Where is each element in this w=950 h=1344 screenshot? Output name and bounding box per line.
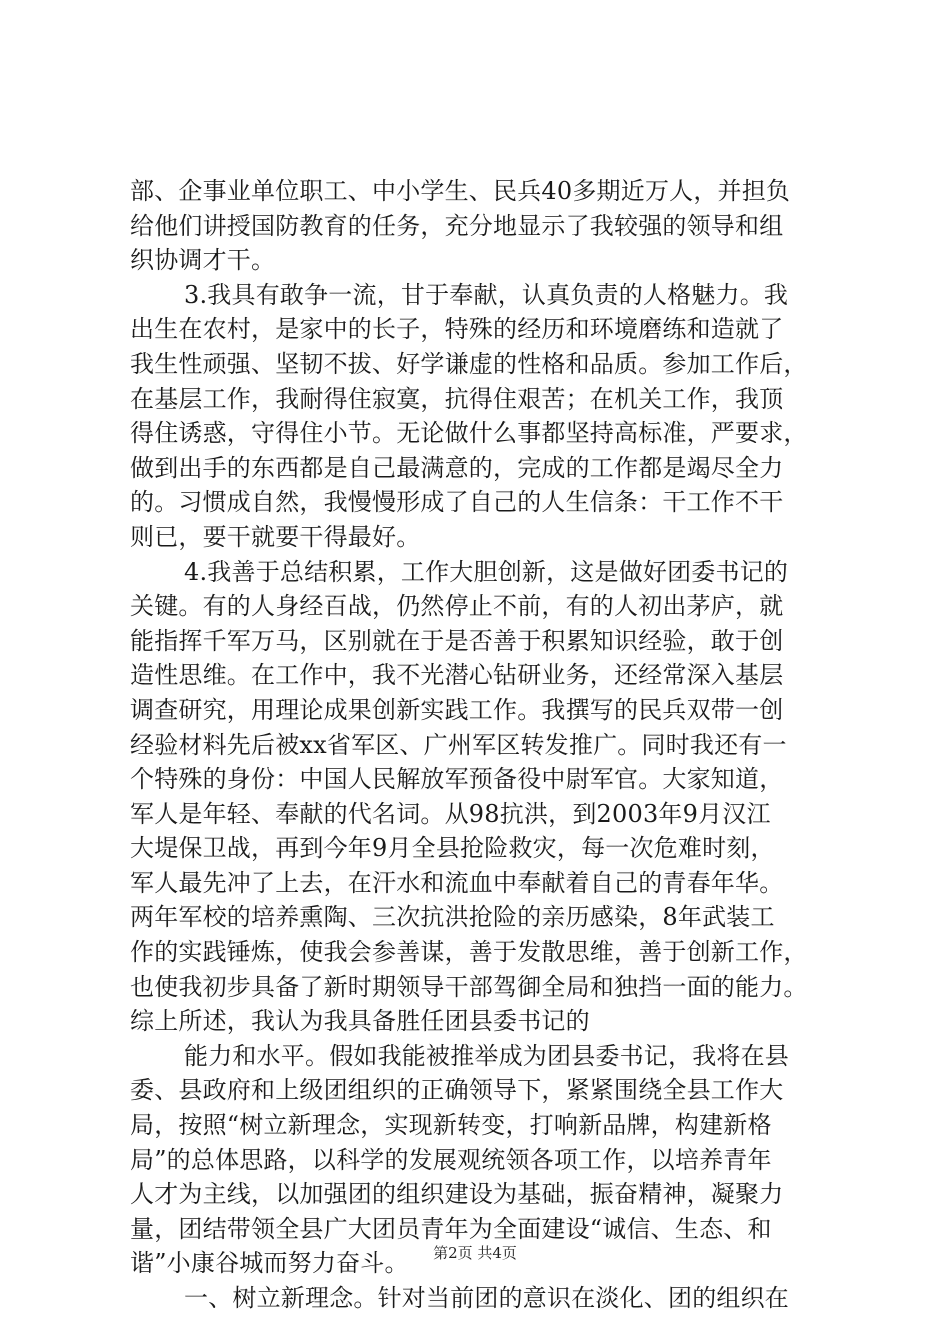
text-line: 织协调才干。	[130, 246, 276, 275]
text-line: 作的实践锤炼，使我会参善谋，善于发散思维，善于创新工作，	[130, 938, 808, 967]
text-line: 能指挥千军万马，区别就在于是否善于积累知识经验，敢于创	[130, 626, 784, 655]
text-line: 军人是年轻、奉献的代名词。从98抗洪，到2003年9月汉江	[130, 799, 771, 828]
text-line: 给他们讲授国防教育的任务，充分地显示了我较强的领导和组	[130, 211, 784, 240]
text-line: 军人最先冲了上去，在汗水和流血中奉献着自己的青春年华。	[130, 868, 784, 897]
text-line: 人才为主线，以加强团的组织建设为基础，振奋精神，凝聚力	[130, 1180, 784, 1209]
text-line: 的。习惯成自然，我慢慢形成了自己的人生信条：干工作不干	[130, 488, 784, 517]
text-line: 局，按照“树立新理念，实现新转变，打响新品牌，构建新格	[130, 1111, 772, 1140]
text-line: 出生在农村，是家中的长子，特殊的经历和环境磨练和造就了	[130, 315, 784, 344]
text-line: 一、树立新理念。针对当前团的意识在淡化、团的组织在	[184, 1284, 789, 1312]
text-line: 经验材料先后被xx省军区、广州军区转发推广。同时我还有一	[130, 730, 787, 759]
text-line: 则已，要干就要干得最好。	[130, 522, 421, 551]
text-line: 大堤保卫战，再到今年9月全县抢险救灾，每一次危难时刻，	[130, 834, 775, 863]
text-line: 做到出手的东西都是自己最满意的，完成的工作都是竭尽全力	[130, 453, 784, 482]
text-line: 在基层工作，我耐得住寂寞，抗得住艰苦；在机关工作，我顶	[130, 384, 784, 413]
text-line: 局”的总体思路，以科学的发展观统领各项工作，以培养青年	[130, 1145, 772, 1174]
text-line: 量，团结带领全县广大团员青年为全面建设“诚信、生态、和	[130, 1214, 772, 1243]
text-line: 个特殊的身份：中国人民解放军预备役中尉军官。大家知道，	[130, 765, 784, 794]
page-footer: 第2页 共4页	[433, 1244, 517, 1262]
text-line: 部、企事业单位职工、中小学生、民兵40多期近万人，并担负	[130, 177, 791, 205]
text-line: 4.我善于总结积累，工作大胆创新，这是做好团委书记的	[184, 557, 789, 586]
text-line: 关键。有的人身经百战，仍然停止不前，有的人初出茅庐，就	[130, 592, 784, 621]
text-line: 得住诱惑，守得住小节。无论做什么事都坚持高标准，严要求，	[130, 419, 808, 448]
text-line: 谐”小康谷城而努力奋斗。	[130, 1249, 409, 1278]
body-text	[130, 174, 830, 1316]
text-line: 也使我初步具备了新时期领导干部驾御全局和独挡一面的能力。	[130, 972, 808, 1001]
text-line: 造性思维。在工作中，我不光潜心钻研业务，还经常深入基层	[130, 661, 784, 690]
text-line: 委、县政府和上级团组织的正确领导下，紧紧围绕全县工作大	[130, 1076, 784, 1105]
text-line: 调查研究，用理论成果创新实践工作。我撰写的民兵双带一创	[130, 695, 784, 724]
text-line: 我生性顽强、坚韧不拔、好学谦虚的性格和品质。参加工作后，	[130, 349, 808, 378]
text-line: 能力和水平。假如我能被推举成为团县委书记，我将在县	[184, 1041, 789, 1070]
text-line: 综上所述，我认为我具备胜任团县委书记的	[130, 1007, 590, 1036]
text-line: 两年军校的培养熏陶、三次抗洪抢险的亲历感染，8年武装工	[130, 903, 775, 932]
text-line: 3.我具有敢争一流，甘于奉献，认真负责的人格魅力。我	[184, 280, 789, 309]
